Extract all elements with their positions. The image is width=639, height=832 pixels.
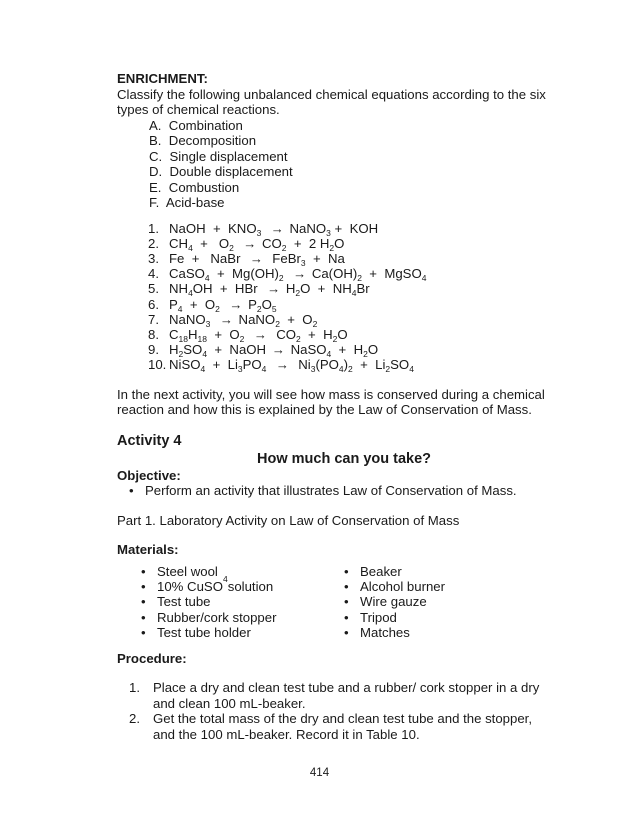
bullet-icon: •: [141, 594, 146, 610]
material-item: • Wire gauze: [344, 594, 427, 610]
equation-item: 5. $NH_4OH$ + HBr → $H_2O + NH_4Br$: [148, 281, 370, 299]
equation-text: NaOH + $KNO_3$ → NaNO$_3$ + KOH: [169, 220, 379, 238]
arrow-icon: →: [219, 311, 233, 327]
reaction-type-item: A. Combination: [149, 117, 243, 133]
bullet-icon: •: [129, 483, 134, 499]
material-item: • Steel wool: [141, 563, 218, 579]
arrow-icon: →: [270, 220, 284, 236]
arrow-icon: →: [292, 266, 307, 282]
arrow-icon: →: [266, 281, 281, 297]
equation-item: 7. NaNO$_3$ → NaNO$_2$ + $O_2$: [148, 311, 318, 329]
bullet-icon: •: [344, 609, 349, 625]
page-number: 414: [309, 767, 330, 779]
reaction-types-list: [117, 118, 547, 211]
activity-label: Activity 4: [117, 432, 182, 449]
equation-text: Fe + NaBr → FeBr$_3$ + Na: [169, 250, 345, 268]
materials-heading: Materials:: [117, 542, 179, 558]
bullet-icon: •: [344, 563, 349, 579]
equation-text: $CH_4 + O_2 \to CO_2 + 2$ $H_2O$: [169, 235, 345, 253]
equation-text: NaNO$_3$ → NaNO$_2$ + $O_2$: [169, 311, 318, 329]
bullet-icon: •: [141, 563, 146, 579]
material-item: • 10% CuSO 4 solution: [141, 573, 274, 594]
objective-heading: Objective:: [117, 467, 181, 483]
material-item: • Test tube holder: [141, 625, 251, 641]
equation-text: $NH_4OH$ + HBr → $H_2O + NH_4Br$: [169, 281, 370, 299]
material-item: • Rubber/cork stopper: [141, 609, 277, 625]
procedure-step: 2. Get the total mass of the dry and clean test tube and the stopper, and the 100 mL-beaker. Record it in Table 10.: [129, 711, 533, 742]
equation-item: 2. $CH_4 + O_2 \to CO_2 + 2$ $H_2O$: [148, 235, 345, 253]
materials-list: [117, 564, 547, 641]
reaction-type-item: B. Decomposition: [149, 133, 257, 148]
activity-title: How much can you take?: [257, 450, 432, 467]
bullet-icon: •: [344, 625, 349, 641]
bullet-icon: •: [344, 578, 349, 594]
equation-item: 3. Fe + NaBr → FeBr$_3$ + Na: [148, 250, 345, 268]
equation-item: 9. $H_2SO_4$ + NaOH → NaSO$_4$ + $H_2O$: [148, 342, 379, 360]
arrow-icon: →: [271, 342, 285, 358]
enrichment-intro: Classify the following unbalanced chemical equations according to the six types of chemical reactions.: [117, 86, 546, 117]
equation-item: 10. NiSO$_4$ + $Li_3PO_4 \to Ni_3(PO_4)_2 + Li_2SO_4$: [148, 357, 414, 375]
equation-item: 4. CaSO$_4$ + $Mg(OH)_2 \to Ca(OH)_2$ + MgSO$_4$: [148, 266, 427, 284]
part-heading: Part 1. Laboratory Activity on Law of Conservation of Mass: [117, 512, 460, 528]
arrow-icon: →: [275, 357, 289, 373]
reaction-type-item: C. Single displacement: [149, 148, 288, 164]
equation-text: NiSO$_4$ + $Li_3PO_4 \to Ni_3(PO_4)_2 + Li_2SO_4$: [169, 357, 414, 375]
material-item: • Alcohol burner: [344, 578, 446, 594]
arrow-icon: →: [243, 235, 257, 251]
procedure-heading: Procedure:: [117, 650, 187, 666]
arrow-icon: →: [229, 296, 243, 312]
procedure-step: 1. Place a dry and clean test tube and a rubber/ cork stopper in a dry and clean 100 mL-beaker.: [129, 680, 540, 711]
bullet-icon: •: [141, 578, 146, 594]
material-item: • Tripod: [344, 609, 397, 625]
enrichment-heading: ENRICHMENT:: [117, 71, 208, 86]
materials-column-right: [344, 564, 547, 641]
material-item: • Matches: [344, 625, 410, 641]
equations-list: [117, 221, 547, 373]
arrow-icon: →: [253, 326, 267, 342]
equation-text: CaSO$_4$ + $Mg(OH)_2 \to Ca(OH)_2$ + MgSO$_4$: [169, 266, 427, 284]
reaction-type-item: F. Acid-base: [149, 195, 225, 210]
equation-item: 6. $P_4 + O_2 \to P_2O_5$: [148, 296, 277, 314]
bullet-icon: •: [141, 609, 146, 625]
objective-item: • Perform an activity that illustrates Law of Conservation of Mass.: [129, 483, 517, 499]
equation-item: 1. NaOH + $KNO_3$ → NaNO$_3$ + KOH: [148, 220, 379, 238]
material-item: • Beaker: [344, 563, 402, 579]
equation-text: $P_4 + O_2 \to P_2O_5$: [169, 296, 277, 314]
arrow-icon: →: [249, 250, 263, 266]
reaction-type-item: E. Combustion: [149, 179, 240, 195]
material-item: • Test tube: [141, 594, 211, 610]
equation-item: 8. $C_{18}H_{18} + O_2 \to CO_2 + H_2O$: [148, 326, 348, 344]
bullet-icon: •: [344, 594, 349, 610]
equation-text: $H_2SO_4$ + NaOH → NaSO$_4$ + $H_2O$: [169, 342, 379, 360]
document-page: [117, 71, 547, 742]
equation-text: $C_{18}H_{18} + O_2 \to CO_2 + H_2O$: [169, 326, 348, 344]
transition-paragraph: In the next activity, you will see how mass is conserved during a chemical reaction and how this is explained by the Law of Conservation of Mass.: [117, 386, 545, 418]
bullet-icon: •: [141, 625, 146, 641]
materials-column-left: [141, 564, 344, 641]
reaction-type-item: D. Double displacement: [149, 164, 293, 179]
